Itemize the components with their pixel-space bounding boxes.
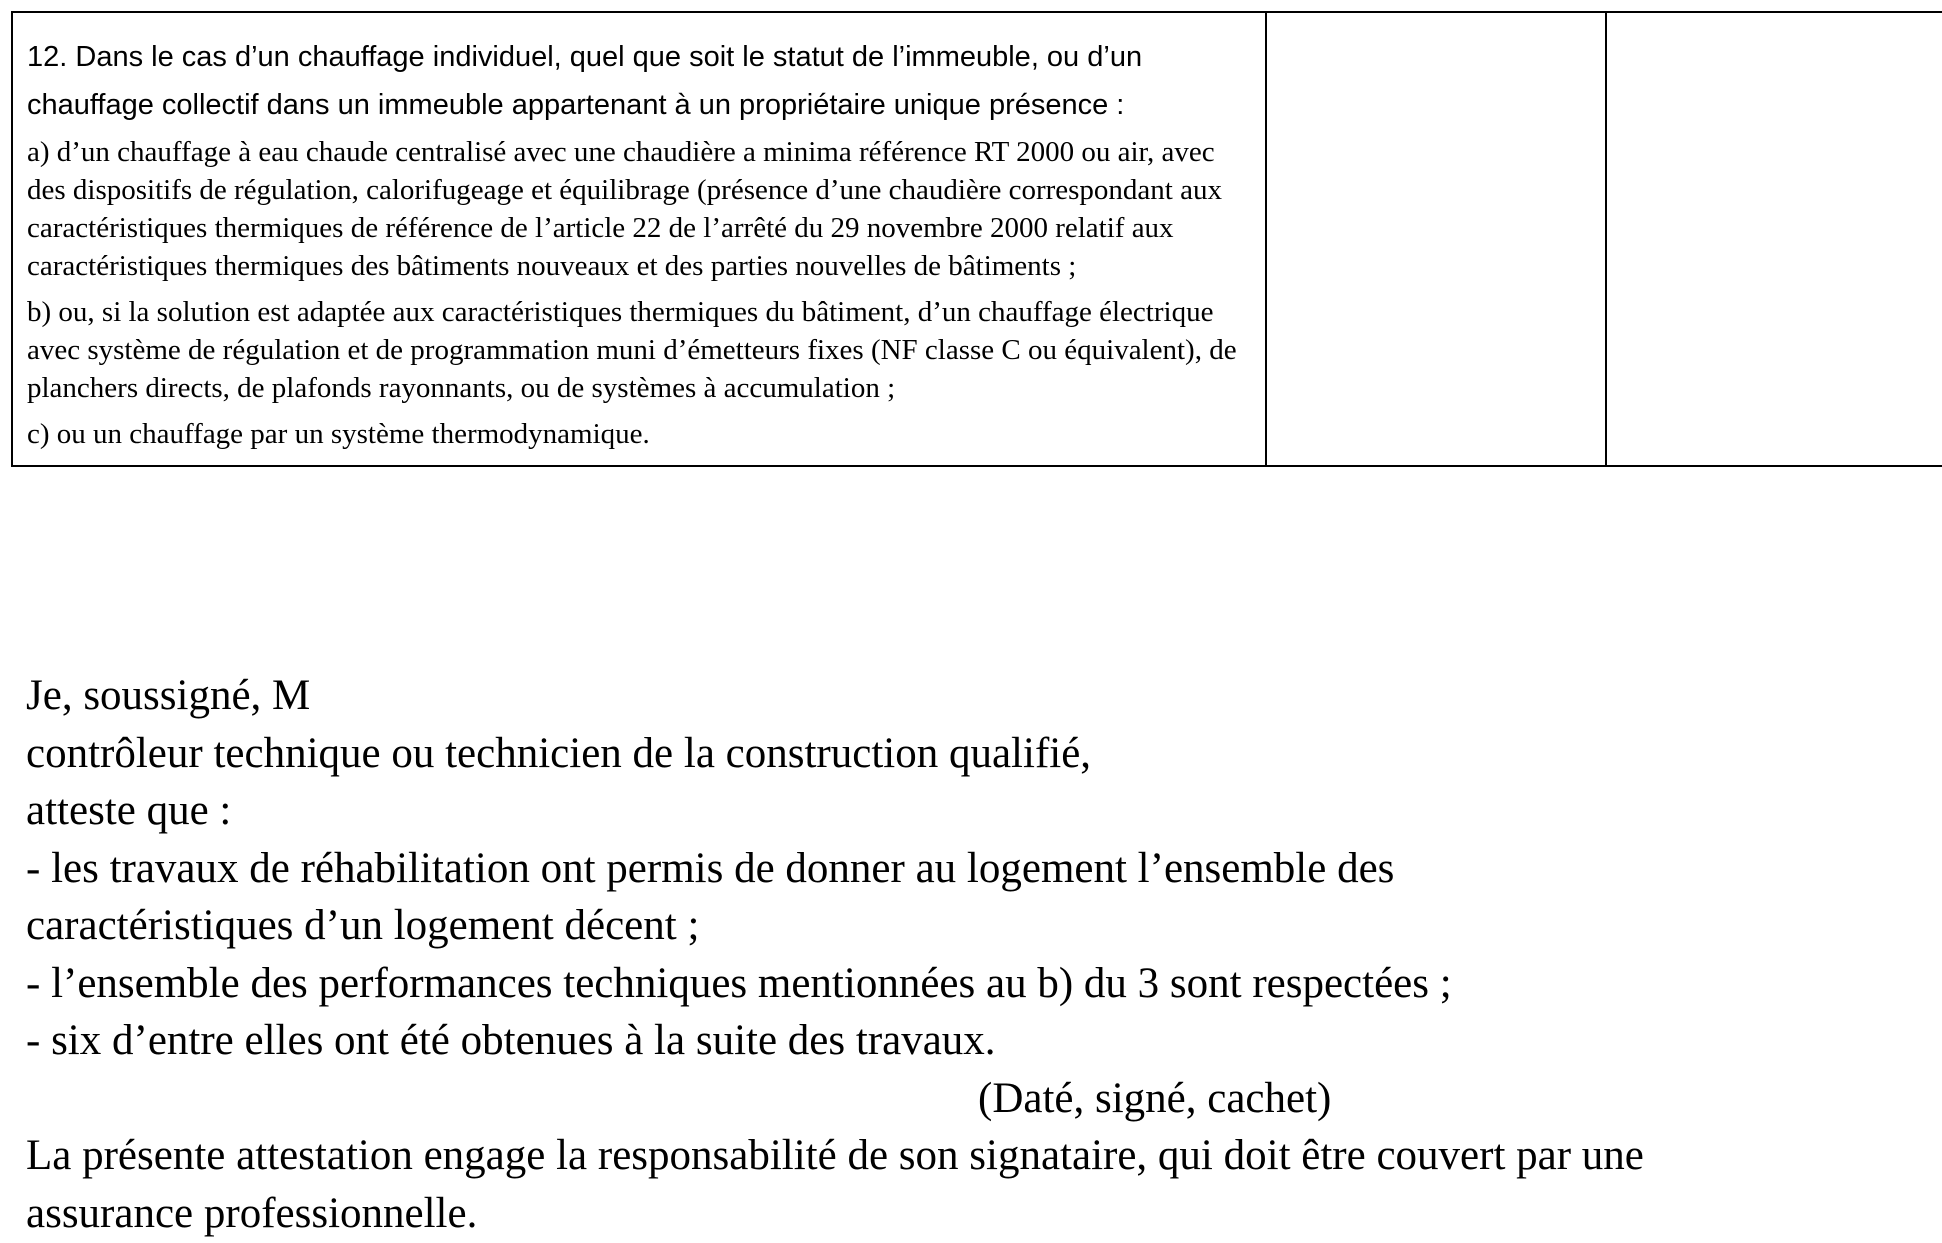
signature-note: (Daté, signé, cachet) <box>978 1074 1332 1122</box>
attestation-block <box>26 667 1926 1242</box>
criterion-12-option-b: b) ou, si la solution est adaptée aux caractéristiques thermiques du bâtiment, d’un chauffage électrique avec système de régulation et de programmation muni d’émetteurs fixes (NF classe C ou équivalent), de planchers directs, de plafonds rayonnants, ou de systèmes à accumulation ; <box>27 296 1237 404</box>
criteria-table <box>11 11 1942 467</box>
criterion-12-intro: 12. Dans le cas d’un chauffage individuel, quel que soit le statut de l’immeuble, ou d’un chauffage collectif dans un immeuble appartenant à un propriétaire unique présence : <box>27 41 1143 121</box>
table-row <box>12 12 1942 466</box>
signatory-name-line: Je, soussigné, M <box>26 672 311 719</box>
answer-cell-1 <box>1266 12 1606 466</box>
statement-1-line-1: - les travaux de réhabilitation ont permis de donner au logement l’ensemble des <box>26 844 1395 892</box>
criterion-12-option-c: c) ou un chauffage par un système thermodynamique. <box>27 418 650 450</box>
criterion-cell <box>12 12 1266 466</box>
attests-line: atteste que : <box>26 787 232 834</box>
signatory-role-line: contrôleur technique ou technicien de la construction qualifié, <box>26 729 1092 777</box>
statement-1-line-2: caractéristiques d’un logement décent ; <box>26 902 700 949</box>
liability-line-1: La présente attestation engage la responsabilité de son signataire, qui doit être couvert par une <box>26 1132 1644 1179</box>
statement-2: - l’ensemble des performances techniques mentionnées au b) du 3 sont respectées ; <box>26 959 1452 1007</box>
answer-cell-2 <box>1606 12 1942 466</box>
criterion-12-option-a: a) d’un chauffage à eau chaude centralisé avec une chaudière a minima référence RT 2000 ou air, avec des dispositifs de régulation, calorifugeage et équilibrage (présence d’une chaudière correspondant aux caractéristiques thermiques de référence de l’article 22 de l’arrêté du 29 novembre 2000 relatif aux caractéristiques thermiques des bâtiments nouveaux et des parties nouvelles de bâtiments ; <box>27 136 1222 282</box>
liability-line-2: assurance professionnelle. <box>26 1189 478 1237</box>
statement-3: - six d’entre elles ont été obtenues à la suite des travaux. <box>26 1017 996 1064</box>
